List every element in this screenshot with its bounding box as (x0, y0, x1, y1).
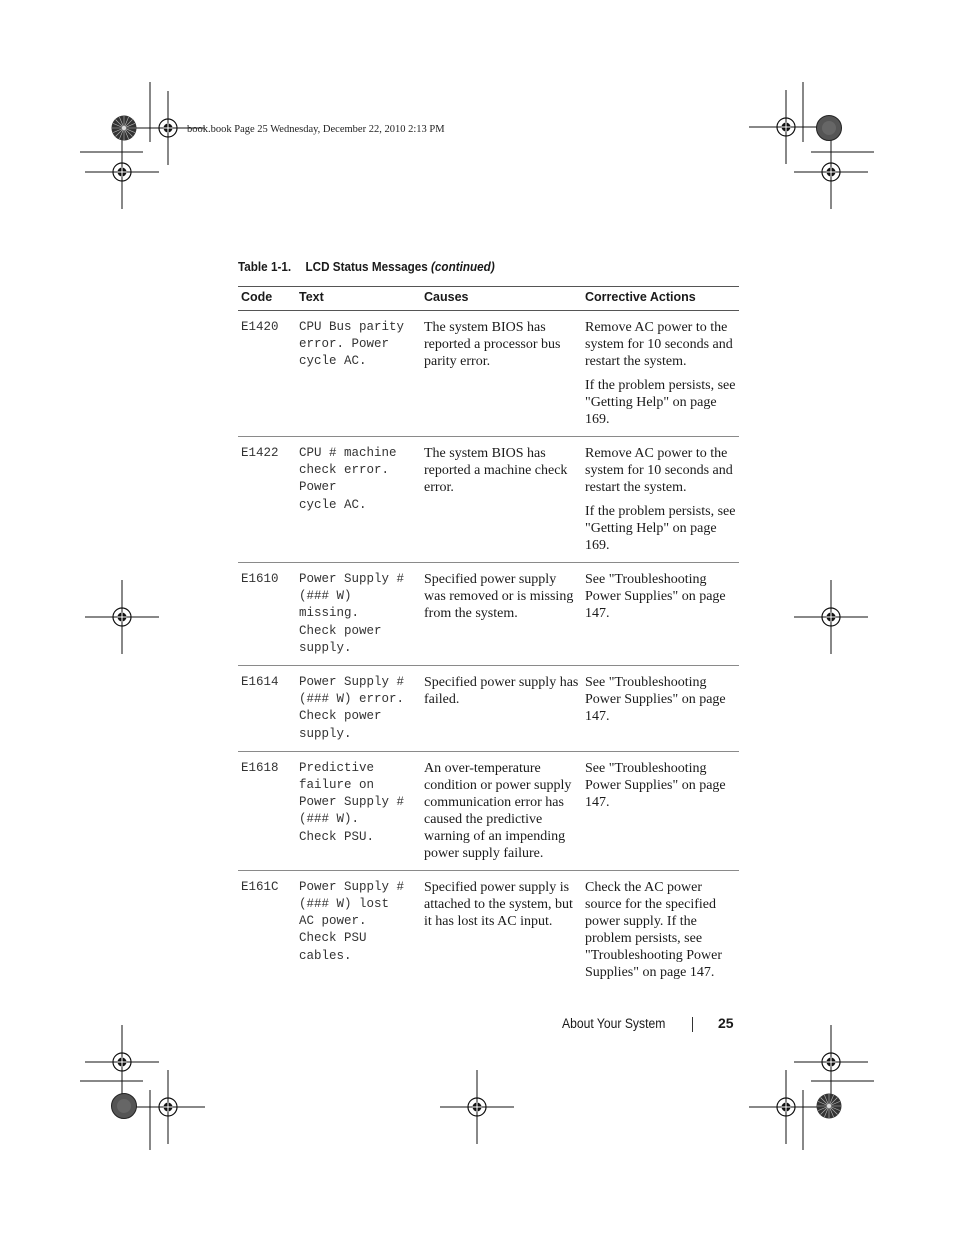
lcd-text-line: error. Power (299, 337, 390, 352)
table-number: Table 1-1. (238, 259, 292, 274)
lcd-text-cell (296, 437, 421, 563)
error-code-cell: E1422 (238, 437, 296, 563)
causes-cell: The system BIOS has reported a processor bus parity error. (421, 311, 582, 437)
corrective-action-paragraph: See "Troubleshooting Power Supplies" on page 147. (585, 675, 726, 725)
corrective-action-paragraph: If the problem persists, see "Getting Help" on page 169. (585, 378, 736, 427)
lcd-text-line: AC power. (299, 914, 367, 929)
lcd-text-cell (296, 311, 421, 437)
table-row (238, 751, 739, 870)
table-row (238, 437, 739, 563)
corrective-actions-cell (582, 751, 739, 870)
corrective-actions-cell (582, 437, 739, 563)
footer-section-title: About Your System (562, 1016, 666, 1031)
lcd-text-line: Check PSU (299, 931, 367, 946)
table-row (238, 563, 739, 666)
lcd-text-line: Power Supply # (299, 879, 405, 894)
lcd-text-line: supply. (299, 640, 352, 655)
page-number: 25 (718, 1015, 734, 1031)
lcd-text-cell (296, 870, 421, 989)
lcd-text-line: Check power (299, 623, 382, 638)
lcd-text-line: cycle AC. (299, 354, 367, 369)
corrective-actions-cell (582, 870, 739, 989)
corrective-actions-cell (582, 311, 739, 437)
lcd-text-line: failure on (299, 778, 375, 793)
lcd-text-line: Predictive (299, 760, 375, 775)
lcd-text-line: Check PSU. (299, 829, 375, 844)
corrective-action-paragraph: See "Troubleshooting Power Supplies" on page 147. (585, 760, 726, 810)
lcd-text-cell (296, 563, 421, 666)
causes-cell: Specified power supply is attached to the system, but it has lost its AC input. (424, 879, 573, 929)
corrective-action-paragraph: Remove AC power to the system for 10 seconds and restart the system. (585, 446, 733, 495)
lcd-text-line: (### W) error. (299, 692, 405, 707)
lcd-text-line: CPU # machine (299, 446, 397, 460)
lcd-text-line: cycle AC. (299, 497, 367, 512)
lcd-text-line: (### W) (299, 589, 352, 604)
table-row (238, 666, 739, 752)
lcd-text-line: (### W) lost (299, 897, 390, 912)
lcd-text-cell (296, 751, 421, 870)
lcd-text-line: Power Supply # (299, 795, 405, 810)
lcd-text-line: missing. (299, 606, 360, 621)
table-continued: (continued) (431, 259, 495, 274)
column-header-text: Text (296, 287, 421, 311)
lcd-text-line: supply. (299, 726, 352, 741)
corrective-actions-cell (582, 666, 739, 752)
corrective-action-paragraph: Check the AC power source for the specified power supply. If the problem persists, see "Troubleshooting Power Supplies" on page 147. (585, 879, 723, 980)
lcd-text-line: (### W). (299, 812, 360, 827)
corrective-action-paragraph: See "Troubleshooting Power Supplies" on page 147. (585, 572, 726, 621)
causes-cell: An over-temperature condition or power supply communication error has caused the predictive warning of an impending power supply failure. (421, 751, 582, 870)
table-row (238, 870, 739, 989)
lcd-text-line: Power Supply # (299, 572, 405, 586)
corrective-action-paragraph: Remove AC power to the system for 10 seconds and restart the system. (585, 320, 733, 369)
table-header-row (238, 287, 739, 311)
column-header-code: Code (238, 287, 296, 311)
lcd-text-line: Check power (299, 709, 382, 724)
causes-cell: Specified power supply was removed or is missing from the system. (421, 563, 582, 666)
column-header-corrective-actions: Corrective Actions (582, 287, 739, 311)
error-code-cell: E1618 (238, 751, 296, 870)
column-header-causes: Causes (421, 287, 582, 311)
lcd-text-line: check error. (299, 463, 390, 478)
causes-cell: Specified power supply has failed. (421, 666, 582, 752)
error-code-cell: E1614 (238, 666, 296, 752)
corrective-action-paragraph: If the problem persists, see "Getting Help" on page 169. (585, 504, 736, 553)
print-slug: book.book Page 25 Wednesday, December 22, 2010 2:13 PM (187, 124, 445, 135)
table-caption (238, 259, 495, 274)
table-row (238, 311, 739, 437)
causes-cell: The system BIOS has reported a machine check error. (421, 437, 582, 563)
error-code-cell: E1420 (238, 311, 296, 437)
lcd-status-messages-table (238, 286, 739, 989)
lcd-text-line: Power (299, 480, 337, 495)
error-code-cell: E1610 (238, 563, 296, 666)
footer-divider (692, 1017, 693, 1032)
lcd-text-line: cables. (299, 948, 352, 963)
corrective-actions-cell (582, 563, 739, 666)
lcd-text-line: CPU Bus parity (299, 320, 405, 334)
error-code-cell: E161C (241, 879, 279, 894)
lcd-text-cell (296, 666, 421, 752)
lcd-text-line: Power Supply # (299, 675, 405, 690)
table-title: LCD Status Messages (305, 259, 428, 274)
